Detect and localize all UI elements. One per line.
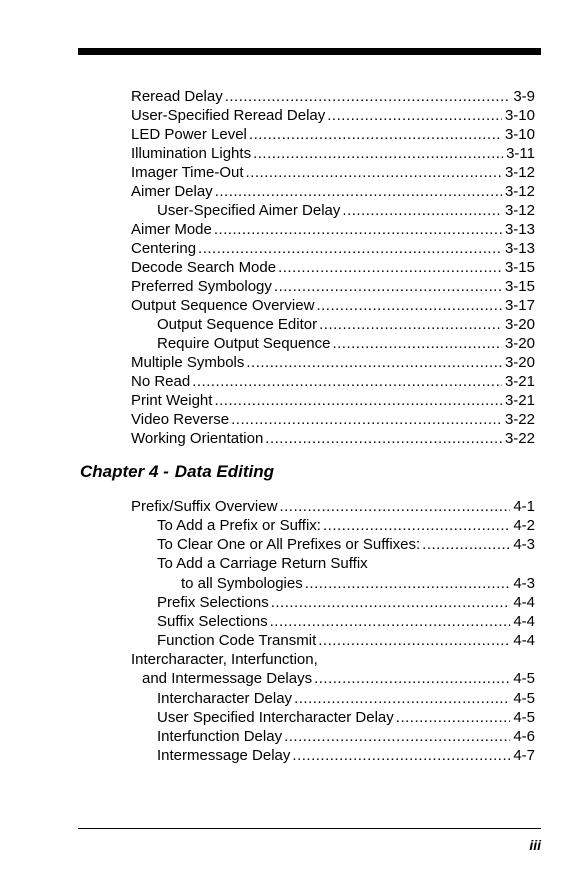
toc-entry-page: 3-20 <box>504 335 535 352</box>
toc-entry-continued: Intercharacter, Interfunction, <box>131 651 318 669</box>
toc-dot-leader <box>292 746 510 765</box>
toc-entry-page: 4-3 <box>513 574 535 592</box>
toc-entry[interactable] <box>131 239 535 258</box>
toc-entry-label: and Intermessage Delays <box>142 670 313 688</box>
toc-entry[interactable] <box>157 593 535 612</box>
toc-dot-leader <box>265 429 502 448</box>
toc-entry[interactable] <box>157 334 535 353</box>
toc-entry-page: 4-2 <box>513 517 535 535</box>
toc-dot-leader <box>215 182 502 201</box>
toc-entry[interactable] <box>131 182 535 201</box>
toc-entry-label: Suffix Selections <box>157 612 268 630</box>
toc-entry-page: 3-13 <box>504 221 535 238</box>
toc-entry-page: 3-15 <box>504 278 535 295</box>
toc-entry[interactable] <box>131 429 535 448</box>
toc-entry-page: 3-21 <box>504 373 535 390</box>
toc-dot-leader <box>314 669 510 688</box>
toc-dot-leader <box>279 497 510 516</box>
toc-entry[interactable] <box>131 106 535 125</box>
toc-entry[interactable] <box>131 410 535 429</box>
toc-entry[interactable] <box>157 612 535 631</box>
toc-dot-leader <box>284 727 510 746</box>
toc-dot-leader <box>327 106 502 125</box>
toc-entry-label: Intercharacter Delay <box>157 689 293 707</box>
toc-entry-page: 4-6 <box>513 727 535 745</box>
toc-entry-page: 3-12 <box>504 183 535 200</box>
toc-entry[interactable] <box>131 296 535 315</box>
footer-rule <box>78 828 541 829</box>
toc-entry[interactable] <box>157 201 535 220</box>
toc-dot-leader <box>246 163 502 182</box>
toc-entry[interactable] <box>131 87 535 106</box>
toc-entry[interactable] <box>157 315 535 334</box>
toc-dot-leader <box>319 315 502 334</box>
toc-entry-label: Aimer Mode <box>131 221 212 238</box>
toc-entry[interactable] <box>131 497 535 516</box>
toc-dot-leader <box>316 296 502 315</box>
toc-entry-page: 3-20 <box>504 316 535 333</box>
toc-entry-page: 4-7 <box>513 746 535 764</box>
toc-entry-continued: To Add a Carriage Return Suffix <box>157 555 368 573</box>
toc-entry-page: 3-21 <box>504 392 535 409</box>
chapter-number: Chapter 4 - <box>80 462 169 481</box>
toc-dot-leader <box>396 708 511 727</box>
toc-dot-leader <box>274 277 502 296</box>
toc-entry-label: User-Specified Aimer Delay <box>157 202 341 219</box>
toc-dot-leader <box>270 612 511 631</box>
toc-entry-label: To Add a Prefix or Suffix: <box>157 517 321 535</box>
toc-entry-page: 3-12 <box>504 202 535 219</box>
toc-entry-page: 3-10 <box>504 126 535 143</box>
toc-entry-page: 3-9 <box>513 88 535 105</box>
toc-dot-leader <box>342 201 502 220</box>
toc-entry-label: Prefix/Suffix Overview <box>131 498 278 515</box>
toc-entry-page: 4-1 <box>513 498 535 515</box>
toc-dot-leader <box>225 87 511 106</box>
toc-entry-page: 3-20 <box>504 354 535 371</box>
toc-entry[interactable] <box>157 746 535 765</box>
header-rule <box>78 48 541 55</box>
toc-entry[interactable] <box>181 574 535 593</box>
toc-dot-leader <box>214 391 502 410</box>
toc-dot-leader <box>198 239 502 258</box>
toc-dot-leader <box>271 593 511 612</box>
toc-entry-label: Reread Delay <box>131 88 223 105</box>
toc-entry-page: 4-4 <box>513 612 535 630</box>
toc-dot-leader <box>323 516 510 535</box>
chapter-title: Data Editing <box>174 462 274 481</box>
toc-entry-label: LED Power Level <box>131 126 247 143</box>
toc-entry[interactable] <box>131 258 535 277</box>
toc-entry[interactable] <box>131 391 535 410</box>
chapter-heading <box>80 461 274 483</box>
toc-entry[interactable] <box>157 516 535 535</box>
toc-entry-page: 3-17 <box>504 297 535 314</box>
toc-entry[interactable] <box>131 277 535 296</box>
toc-entry[interactable] <box>131 163 535 182</box>
toc-entry-page: 3-12 <box>504 164 535 181</box>
toc-entry-label: Preferred Symbology <box>131 278 272 295</box>
toc-entry-label: Working Orientation <box>131 430 264 447</box>
toc-entry-label: Interfunction Delay <box>157 727 283 745</box>
page-number: iii <box>529 837 541 853</box>
toc-entry-label: Illumination Lights <box>131 145 252 162</box>
toc-entry-label: Video Reverse <box>131 411 230 428</box>
toc-dot-leader <box>249 125 502 144</box>
toc-entry-label: To Clear One or All Prefixes or Suffixes: <box>157 536 421 554</box>
toc-dot-leader <box>332 334 502 353</box>
toc-entry-label: Print Weight <box>131 392 213 409</box>
toc-entry-label: User-Specified Reread Delay <box>131 107 326 124</box>
toc-entry-label: Prefix Selections <box>157 593 269 611</box>
toc-entry-label: Decode Search Mode <box>131 259 277 276</box>
toc-dot-leader <box>192 372 502 391</box>
toc-dot-leader <box>305 574 511 593</box>
toc-entry-label: Function Code Transmit <box>157 632 317 650</box>
toc-entry-label: Centering <box>131 240 197 257</box>
toc-entry-page: 4-5 <box>513 670 535 688</box>
toc-dot-leader <box>231 410 502 429</box>
toc-entry-page: 3-15 <box>504 259 535 276</box>
toc-entry-label: Aimer Delay <box>131 183 213 200</box>
toc-dot-leader <box>253 144 503 163</box>
toc-entry[interactable] <box>131 220 535 239</box>
toc-entry-page: 3-22 <box>504 430 535 447</box>
toc-entry-page: 3-22 <box>504 411 535 428</box>
toc-entry-page: 3-11 <box>506 145 535 162</box>
toc-dot-leader <box>214 220 502 239</box>
toc-dot-leader <box>278 258 502 277</box>
toc-entry-page: 4-3 <box>513 536 535 554</box>
toc-entry-page: 3-13 <box>504 240 535 257</box>
toc-entry[interactable] <box>157 708 535 727</box>
toc-entry-page: 4-4 <box>513 632 535 650</box>
toc-dot-leader <box>318 631 510 650</box>
toc-entry-label: User Specified Intercharacter Delay <box>157 708 394 726</box>
toc-entry[interactable] <box>157 631 535 650</box>
toc-entry[interactable] <box>131 144 535 163</box>
toc-dot-leader <box>294 689 510 708</box>
toc-dot-leader <box>422 535 510 554</box>
toc-entry-label: Output Sequence Overview <box>131 297 315 314</box>
toc-entry[interactable] <box>142 669 535 688</box>
toc-entry[interactable] <box>157 689 535 708</box>
toc-entry-page: 4-5 <box>513 708 535 726</box>
toc-entry-page: 4-5 <box>513 689 535 707</box>
toc-entry[interactable] <box>131 125 535 144</box>
toc-entry-page: 3-10 <box>504 107 535 124</box>
toc-entry[interactable] <box>131 372 535 391</box>
toc-entry-label: Output Sequence Editor <box>157 316 318 333</box>
toc-entry-label: Intermessage Delay <box>157 746 291 764</box>
toc-entry[interactable] <box>157 535 535 554</box>
toc-entry-page: 4-4 <box>513 593 535 611</box>
toc-entry-label: Require Output Sequence <box>157 335 331 352</box>
toc-entry-label: Imager Time-Out <box>131 164 244 181</box>
toc-entry-label: Multiple Symbols <box>131 354 245 371</box>
toc-entry-label: No Read <box>131 373 191 390</box>
toc-entry[interactable] <box>131 353 535 372</box>
toc-entry-label: to all Symbologies <box>181 574 303 592</box>
toc-entry[interactable] <box>157 727 535 746</box>
toc-dot-leader <box>246 353 502 372</box>
